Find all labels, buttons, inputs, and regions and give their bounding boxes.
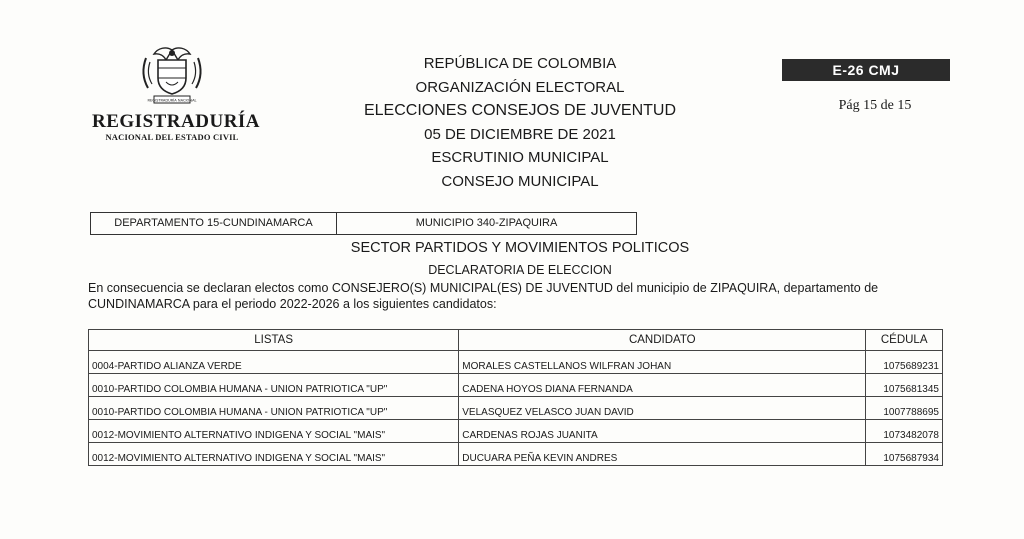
table-row [89, 420, 943, 443]
cell-cedula: 1075689231 [866, 351, 943, 374]
registraduria-title: REGISTRADURÍA [92, 111, 261, 132]
cell-lista: 0010-PARTIDO COLOMBIA HUMANA - UNION PATRIOTICA "UP" [89, 397, 459, 420]
table-row [89, 374, 943, 397]
cell-cedula: 1073482078 [866, 420, 943, 443]
department-cell: DEPARTAMENTO 15-CUNDINAMARCA [91, 213, 337, 234]
elected-candidates-table [88, 329, 943, 466]
cell-lista: 0004-PARTIDO ALIANZA VERDE [89, 351, 459, 374]
header-line-council: CONSEJO MUNICIPAL [441, 172, 599, 190]
municipality-cell: MUNICIPIO 340-ZIPAQUIRA [415, 217, 558, 229]
registraduria-logo [92, 44, 261, 142]
cell-candidato: CADENA HOYOS DIANA FERNANDA [459, 374, 866, 397]
cell-candidato: MORALES CASTELLANOS WILFRAN JOHAN [459, 351, 866, 374]
header-cedula: CÉDULA [866, 330, 943, 351]
table-header-row [89, 330, 943, 351]
header-line-organization: ORGANIZACIÓN ELECTORAL [415, 78, 625, 96]
declaration-paragraph: En consecuencia se declaran electos como CONSEJERO(S) MUNICIPAL(ES) DE JUVENTUD del municipio de ZIPAQUIRA, departamento de CUNDINAMARCA para el periodo 2022-2026 a los siguientes candidatos: [88, 281, 879, 311]
cell-candidato: CARDENAS ROJAS JUANITA [459, 420, 866, 443]
location-box [90, 212, 637, 235]
header-listas: LISTAS [89, 330, 459, 351]
header-line-country: REPÚBLICA DE COLOMBIA [423, 55, 617, 72]
form-code-badge: E-26 CMJ [782, 59, 950, 81]
document-header [330, 52, 710, 193]
svg-text:REGISTRADURÍA NACIONAL: REGISTRADURÍA NACIONAL [147, 98, 197, 103]
cell-lista: 0012-MOVIMIENTO ALTERNATIVO INDIGENA Y SOCIAL "MAIS" [89, 420, 459, 443]
declaration-title: DECLARATORIA DE ELECCION [428, 263, 612, 277]
table-row [89, 397, 943, 420]
cell-cedula: 1075687934 [866, 443, 943, 466]
page-number: Pág 15 de 15 [838, 98, 912, 113]
sector-title: SECTOR PARTIDOS Y MOVIMIENTOS POLITICOS [350, 240, 690, 256]
header-line-date: 05 DE DICIEMBRE DE 2021 [424, 125, 616, 143]
cell-lista: 0010-PARTIDO COLOMBIA HUMANA - UNION PATRIOTICA "UP" [89, 374, 459, 397]
registraduria-subtitle: NACIONAL DEL ESTADO CIVIL [105, 132, 239, 142]
coat-of-arms-icon [136, 44, 208, 108]
table-row [89, 443, 943, 466]
cell-cedula: 1075681345 [866, 374, 943, 397]
header-candidato: CANDIDATO [459, 330, 866, 351]
header-line-scrutiny: ESCRUTINIO MUNICIPAL [431, 149, 609, 166]
cell-lista: 0012-MOVIMIENTO ALTERNATIVO INDIGENA Y SOCIAL "MAIS" [89, 443, 459, 466]
table-row [89, 351, 943, 374]
cell-cedula: 1007788695 [866, 397, 943, 420]
header-line-election: ELECCIONES CONSEJOS DE JUVENTUD [363, 102, 677, 119]
cell-candidato: DUCUARA PEÑA KEVIN ANDRES [459, 443, 866, 466]
cell-candidato: VELASQUEZ VELASCO JUAN DAVID [459, 397, 866, 420]
